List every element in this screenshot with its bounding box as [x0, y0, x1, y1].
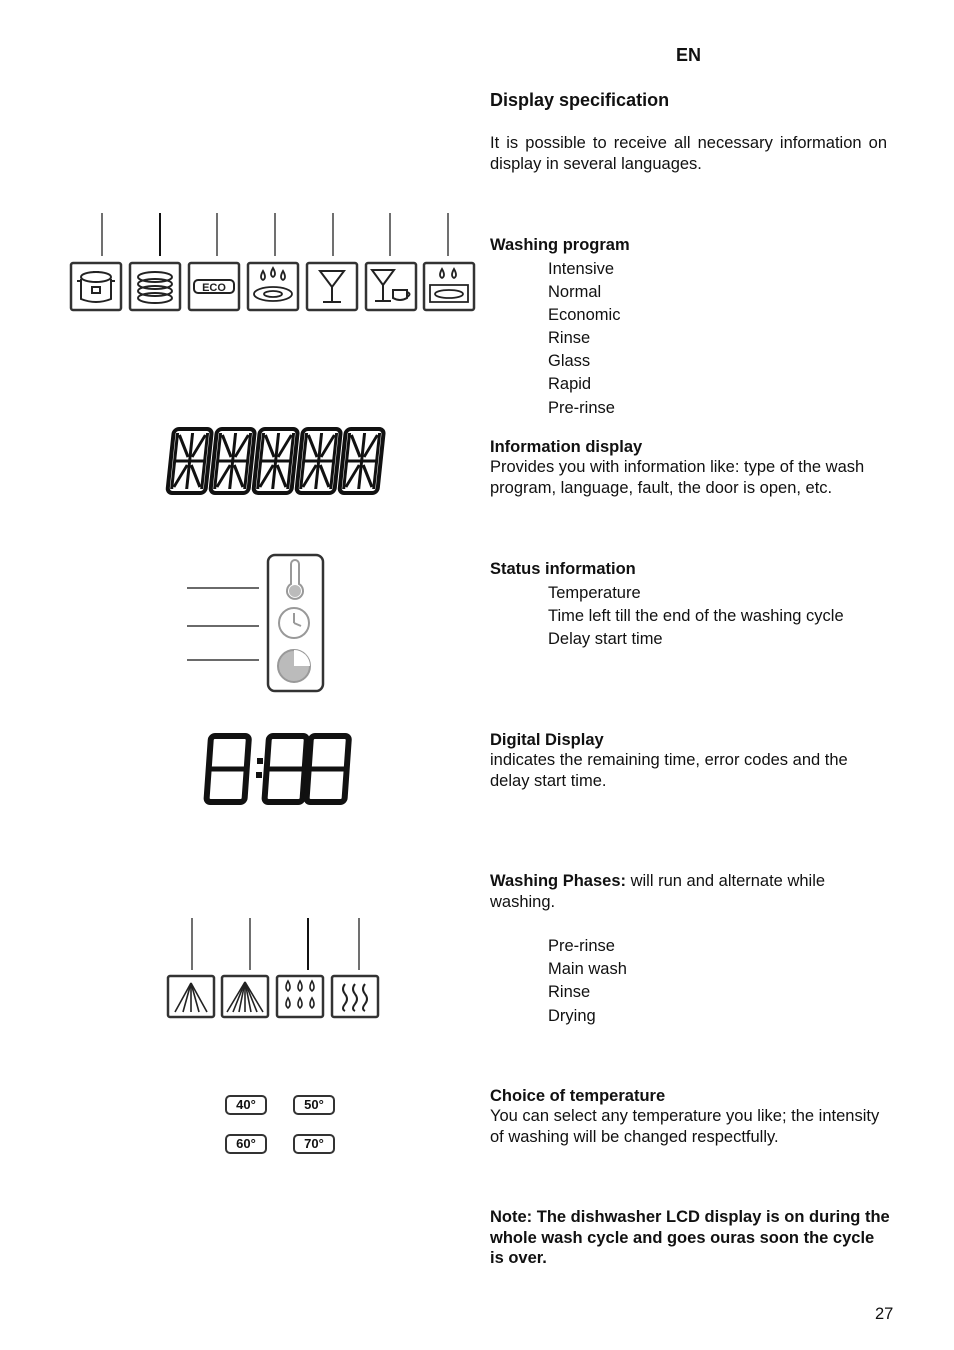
drying-heat-icon — [332, 976, 378, 1017]
temperature-heading: Choice of temperature — [490, 1087, 666, 1105]
temp-option-60-label: 60° — [236, 1136, 256, 1151]
note-paragraph: Note: The dishwasher LCD display is on during the whole wash cycle and goes ouras soon the cycle is over. — [490, 1208, 890, 1267]
temp-option-60 — [225, 1134, 267, 1154]
status-item-delay-start: Delay start time — [548, 630, 663, 648]
main-wash-spray-icon — [222, 976, 268, 1017]
digital-display-text: indicates the remaining time, error codes and the delay start time. — [490, 751, 848, 790]
temp-option-40 — [225, 1095, 267, 1115]
temp-option-70-label: 70° — [304, 1136, 324, 1151]
rinse-drops-icon — [277, 976, 323, 1017]
page-title: Display specification — [490, 90, 670, 110]
digital-display-heading: Digital Display — [490, 731, 604, 749]
program-item-rinse: Rinse — [548, 329, 591, 347]
temp-option-50-label: 50° — [304, 1097, 324, 1112]
washing-phases-heading: Washing Phases: — [490, 872, 627, 890]
program-item-intensive: Intensive — [548, 260, 615, 278]
temperature-text: You can select any temperature you like; the intensity of washing will be changed respectfully. — [490, 1107, 880, 1146]
washing-phases-text: will run and alternate while washing. — [490, 872, 826, 911]
information-display-heading: Information display — [490, 438, 643, 456]
program-item-economic: Economic — [548, 306, 621, 324]
temp-option-40-label: 40° — [236, 1097, 256, 1112]
eco-label: ECO — [202, 282, 226, 294]
pre-rinse-spray-icon — [168, 976, 214, 1017]
washing-program-heading: Washing program — [490, 236, 630, 254]
phase-item-drying: Drying — [548, 1007, 596, 1025]
phase-item-main-wash: Main wash — [548, 960, 627, 978]
program-item-glass: Glass — [548, 352, 591, 370]
phase-item-pre-rinse: Pre-rinse — [548, 937, 615, 955]
status-information-heading: Status information — [490, 560, 636, 578]
page-number: 27 — [875, 1305, 894, 1323]
program-item-pre-rinse: Pre-rinse — [548, 399, 615, 417]
status-item-temperature: Temperature — [548, 584, 641, 602]
temp-option-70 — [293, 1134, 335, 1154]
program-item-rapid: Rapid — [548, 375, 592, 393]
status-item-time-left: Time left till the end of the washing cycle — [548, 607, 844, 625]
program-item-normal: Normal — [548, 283, 602, 301]
phase-item-rinse: Rinse — [548, 983, 591, 1001]
washing-phases-intro — [490, 871, 890, 912]
temp-option-50 — [293, 1095, 335, 1115]
information-display-text: Provides you with information like: type of the wash program, language, fault, the door is open, etc. — [490, 458, 865, 497]
intro-paragraph: It is possible to receive all necessary information on display in several languages. — [490, 134, 887, 173]
language-code: EN — [676, 45, 702, 65]
